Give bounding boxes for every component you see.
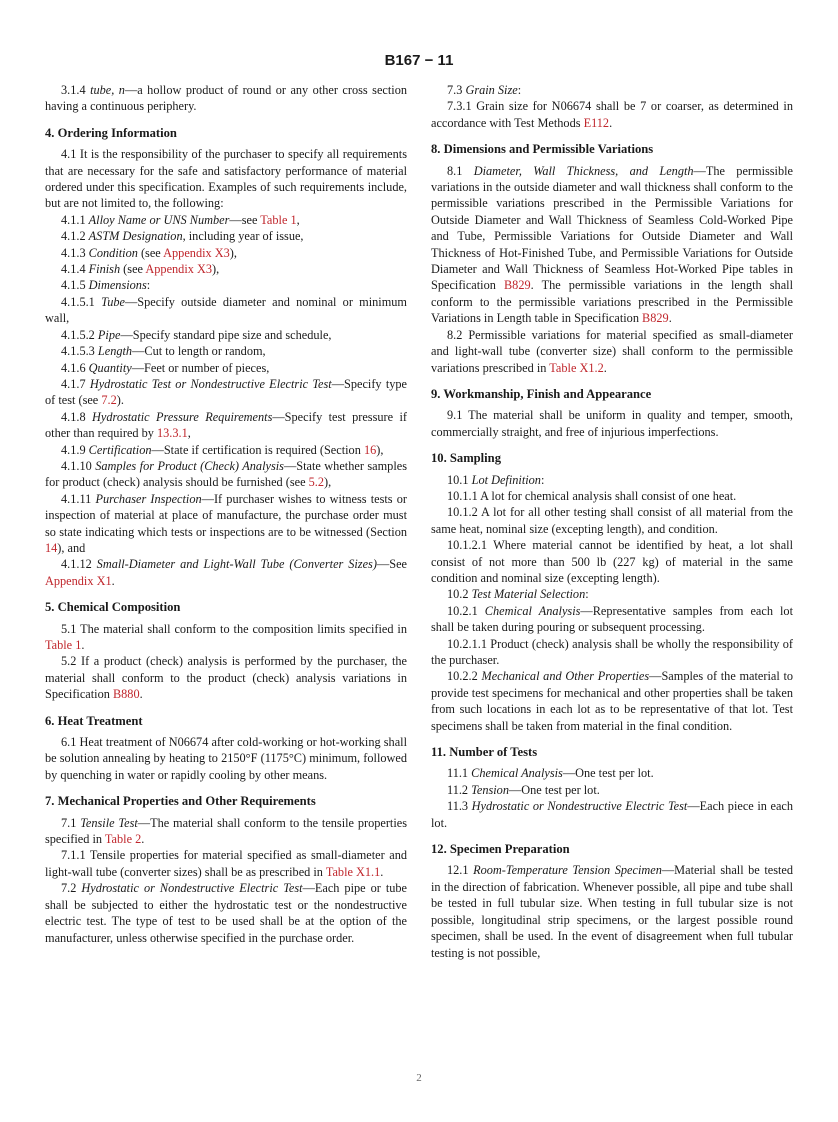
paragraph-10-2: 10.2 Test Material Selection: xyxy=(447,587,589,602)
paragraph-4-1-1: 4.1.1 Alloy Name or UNS Number—see Table 1, xyxy=(61,212,300,227)
paragraph-4-1-10: 4.1.10 Samples for Product (Check) Analysis—State whether samples for product (check) analysis should be furnished (see 5.2), xyxy=(45,458,407,490)
paragraph-5-1: 5.1 The material shall conform to the composition limits specified in Table 1. xyxy=(45,621,407,652)
paragraph-3-1-4: 3.1.4 tube, n—a hollow product of round or any other cross section having a continuous periphery. xyxy=(45,83,408,114)
section-heading-7: 7. Mechanical Properties and Other Requirements xyxy=(45,794,316,809)
section-heading-9: 9. Workmanship, Finish and Appearance xyxy=(431,386,652,401)
paragraph-10-2-2: 10.2.2 Mechanical and Other Properties—Samples of the material to provide test specimens for mechanical and other properties shall be taken from such locations in each lot as to be representative of that lot. Test specimens shall be taken from material in the final condition. xyxy=(431,669,794,733)
paragraph-11-1: 11.1 Chemical Analysis—One test per lot. xyxy=(447,766,654,781)
section-heading-8: 8. Dimensions and Permissible Variations xyxy=(431,142,654,157)
link-7-2[interactable]: 7.2 xyxy=(101,393,117,408)
paragraph-10-2-1-1: 10.2.1.1 Product (check) analysis shall be wholly the responsibility of the purchaser. xyxy=(431,636,793,667)
paragraph-8-1: 8.1 Diameter, Wall Thickness, and Length—The permissible variations in the outside diameter and wall thickness shall conform to the permissible variations prescribed in the Permissible Variations for Outside Diameter and Wall Thickness of Seamless Cold-Worked Pipe and Tube, Permissible Variations for Outside Diameter and Wall Thickness of Hot-Finished Tube, and Permissible Variations for Outside Diameter and Wall Thickness of Seamless Hot-Worked Pipe tables in Specification B829. The permissible variations in the length shall conform to the permissible variations prescribed in the Permissible Variations in Length table in Specification B829. xyxy=(431,163,793,326)
paragraph-4-1-9: 4.1.9 Certification—State if certification is required (Section 16), xyxy=(61,442,384,457)
paragraph-4-1-7: 4.1.7 Hydrostatic Test or Nondestructive Electric Test—Specify type of test (see 7.2). xyxy=(45,376,407,408)
paragraph-10-1-2-1: 10.1.2.1 Where material cannot be identified by heat, a lot shall consist of not more than 500 lb (227 kg) of material in the same condition and nominal size (excepting length). xyxy=(431,538,793,585)
link-13-3-1[interactable]: 13.3.1 xyxy=(157,426,188,441)
paragraph-4-1-5-3: 4.1.5.3 Length—Cut to length or random, xyxy=(61,344,266,359)
paragraph-4-1-12: 4.1.12 Small-Diameter and Light-Wall Tube (Converter Sizes)—See Appendix X1. xyxy=(45,557,407,588)
paragraph-7-1: 7.1 Tensile Test—The material shall conform to the tensile properties specified in Table 2. xyxy=(45,815,407,847)
right-column xyxy=(431,82,793,961)
link-e112[interactable]: E112 xyxy=(583,115,610,130)
link-table-1[interactable]: Table 1 xyxy=(260,212,297,227)
paragraph-7-2: 7.2 Hydrostatic or Nondestructive Electric Test—Each pipe or tube shall be subjected to either the hydrostatic test or the nondestructive electric test. The type of test to be used shall be at the option of the manufacturer, unless otherwise specified in the purchase order. xyxy=(45,881,407,945)
section-heading-4: 4. Ordering Information xyxy=(45,125,177,140)
link-appendix-x3[interactable]: Appendix X3 xyxy=(145,262,212,277)
section-heading-6: 6. Heat Treatment xyxy=(45,713,143,728)
paragraph-4-1-5-2: 4.1.5.2 Pipe—Specify standard pipe size and schedule, xyxy=(61,327,332,342)
paragraph-7-3: 7.3 Grain Size: xyxy=(447,83,522,97)
paragraph-7-1-1: 7.1.1 Tensile properties for material specified as small-diameter and light-wall tube (converter sizes) shall be as prescribed in Table X1.1. xyxy=(45,848,407,879)
link-5-2[interactable]: 5.2 xyxy=(308,475,324,490)
link-b829[interactable]: B829 xyxy=(642,311,669,326)
paragraph-5-2: 5.2 If a product (check) analysis is performed by the purchaser, the material shall conform to the product (check) analysis variations in Specification B880. xyxy=(45,654,407,702)
section-heading-11: 11. Number of Tests xyxy=(431,745,538,760)
link-section-16[interactable]: 16 xyxy=(363,442,377,457)
paragraph-6-1: 6.1 Heat treatment of N06674 after cold-working or hot-working shall be solution annealing by heating to 2150°F (1175°C) minimum, followed by quenching in water or rapidly cooling by other means. xyxy=(45,735,407,782)
link-section-14[interactable]: 14 xyxy=(45,540,58,555)
link-table-x1-1[interactable]: Table X1.1 xyxy=(325,864,381,879)
paragraph-4-1-5-1: 4.1.5.1 Tube—Specify outside diameter and nominal or minimum wall, xyxy=(45,294,407,326)
paragraph-11-3: 11.3 Hydrostatic or Nondestructive Electric Test—Each piece in each lot. xyxy=(431,799,794,830)
paragraph-10-2-1: 10.2.1 Chemical Analysis—Representative samples from each lot shall be taken during pouring or subsequent processing. xyxy=(431,603,793,635)
paragraph-4-1-5: 4.1.5 Dimensions: xyxy=(61,278,151,293)
paragraph-4-1-6: 4.1.6 Quantity—Feet or number of pieces, xyxy=(61,360,270,375)
link-b880[interactable]: B880 xyxy=(112,687,140,702)
standard-designation: B167 − 11 xyxy=(384,52,454,69)
link-table-x1-2[interactable]: Table X1.2 xyxy=(549,360,604,375)
paragraph-4-1-8: 4.1.8 Hydrostatic Pressure Requirements—Specify test pressure if other than required by 13.3.1, xyxy=(45,409,407,441)
paragraph-10-1: 10.1 Lot Definition: xyxy=(447,472,545,487)
link-b829[interactable]: B829 xyxy=(503,278,531,293)
paragraph-11-2: 11.2 Tension—One test per lot. xyxy=(447,782,600,797)
section-heading-5: 5. Chemical Composition xyxy=(45,600,181,615)
paragraph-4-1-2: 4.1.2 ASTM Designation, including year of issue, xyxy=(61,229,304,244)
section-heading-10: 10. Sampling xyxy=(431,451,501,466)
paragraph-4-1-4: 4.1.4 Finish (see Appendix X3), xyxy=(61,262,220,277)
page-number: 2 xyxy=(416,1072,422,1084)
paragraph-7-3-1: 7.3.1 Grain size for N06674 shall be 7 or coarser, as determined in accordance with Test Methods E112. xyxy=(431,99,793,130)
paragraph-10-1-2: 10.1.2 A lot for all other testing shall consist of all material from the same heat, nominal size (excepting length), and condition. xyxy=(431,505,793,536)
paragraph-4-1-11: 4.1.11 Purchaser Inspection—If purchaser wishes to witness tests or inspection of material at place of manufacture, the purchase order must so state indicating which tests or inspections are to be witnessed (Section 14), and xyxy=(45,491,407,555)
paragraph-10-1-1: 10.1.1 A lot for chemical analysis shall consist of one heat. xyxy=(447,488,737,503)
paragraph-4-1-3: 4.1.3 Condition (see Appendix X3), xyxy=(61,245,237,260)
paragraph-12-1: 12.1 Room-Temperature Tension Specimen—Material shall be tested in the direction of fabrication. Whenever possible, all pipe and tube shall be tested in full tubular size. When testing in full tubular size is not possible, longitudinal strip specimens, or the largest possible round specimen, shall be used. In the event of disagreement when full tubular testing is not possible, xyxy=(431,863,794,960)
link-table-2[interactable]: Table 2 xyxy=(104,832,142,847)
link-table-1[interactable]: Table 1 xyxy=(45,638,82,652)
left-column xyxy=(45,82,407,946)
section-heading-12: 12. Specimen Preparation xyxy=(431,842,570,857)
link-appendix-x1[interactable]: Appendix X1 xyxy=(45,573,112,588)
paragraph-4-1: 4.1 It is the responsibility of the purchaser to specify all requirements that are necessary for the safe and satisfactory performance of material ordered under this specification. Examples of such requirements include, but are not limited to, the following: xyxy=(45,147,407,211)
link-appendix-x3[interactable]: Appendix X3 xyxy=(163,245,230,260)
paragraph-9-1: 9.1 The material shall be uniform in quality and temper, smooth, commercially straight, and free of injurious imperfections. xyxy=(431,408,793,439)
paragraph-8-2: 8.2 Permissible variations for material specified as small-diameter and light-wall tube (converter size) shall conform to the permissible variations prescribed in Table X1.2. xyxy=(431,327,793,375)
